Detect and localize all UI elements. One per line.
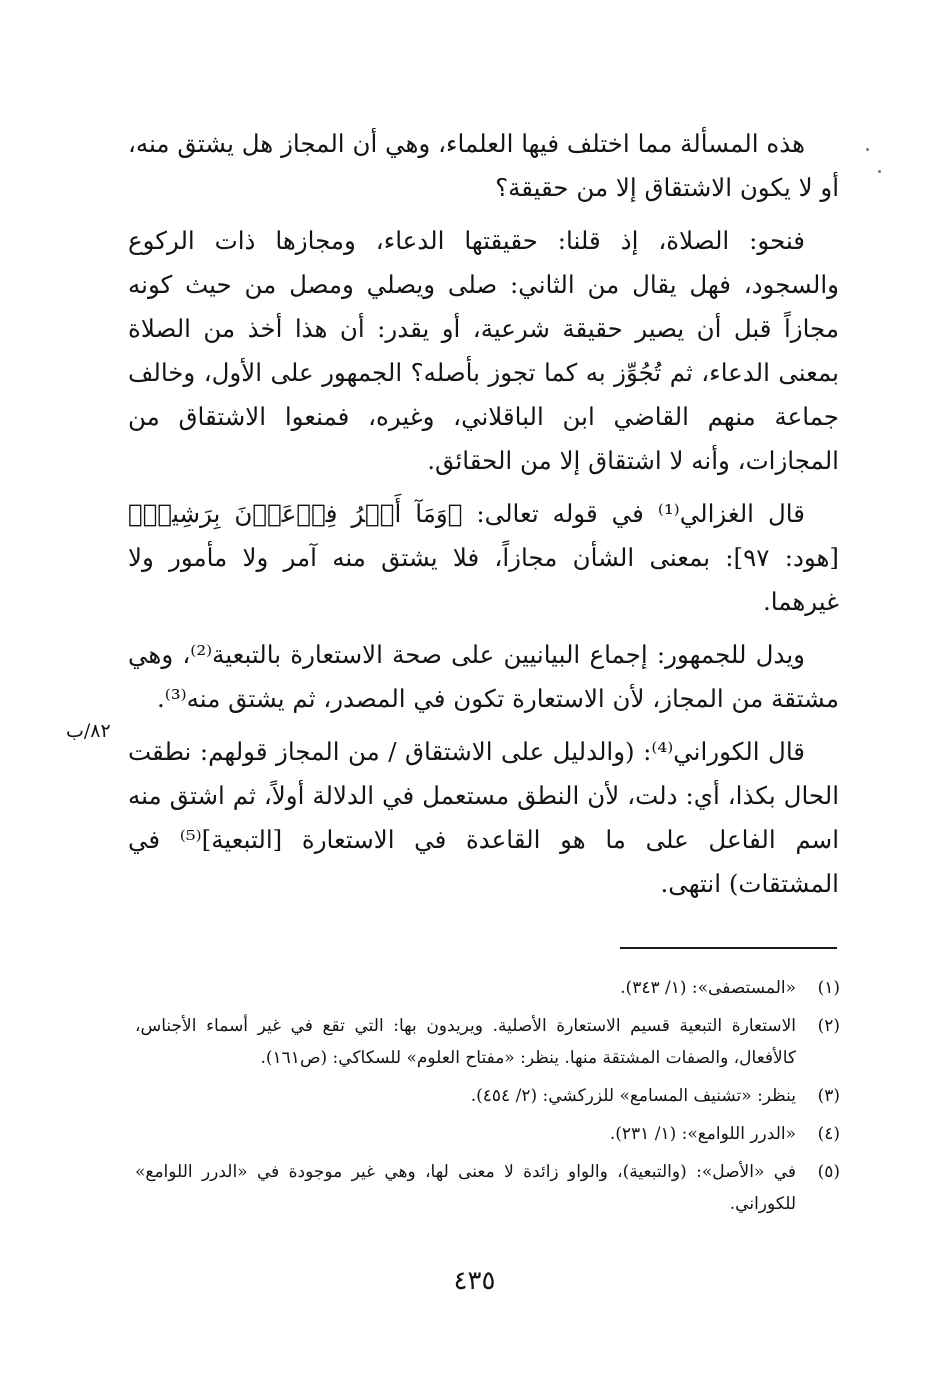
manuscript-folio-marker: ٨٢/ب (66, 720, 111, 742)
footnote-number: (٤) (817, 1124, 840, 1144)
footnote-text: في «الأصل»: (والتبعية)، والواو زائدة لا معنى لها، وهي غير موجودة في «الدرر اللوامع» للكوراني. (135, 1162, 796, 1214)
footnote-text: «المستصفى»: (١/ ٣٤٣). (620, 978, 796, 998)
footnote-text: ينظر: «تشنيف المسامع» للزركشي: (٢/ ٤٥٤). (470, 1086, 796, 1106)
footnote-2 (135, 1010, 840, 1074)
footnote-separator (620, 947, 837, 949)
footnote-5 (135, 1156, 840, 1220)
footnote-number: (٥) (817, 1162, 840, 1182)
footnote-text: الاستعارة التبعية قسيم الاستعارة الأصلية. ويريدون بها: التي تقع في غير أسماء الأجناس، كالأفعال، والصفات المشتقة منها. ينظر: «مفتاح العلوم» للسكاكي: (ص١٦١). (135, 1016, 796, 1068)
paragraph-3: قال الغزالي⁽¹⁾ في قوله تعالى: ﴿وَمَآ أَمۡرُ فِرۡعَوۡنَ بِرَشِيدٖ﴾ [هود: ٩٧]: بمعنى الشأن مجازاً، فلا يشتق منه آمر ولا مأمور ولا غيرهما. (128, 499, 839, 616)
footnote-number: (٢) (817, 1016, 840, 1036)
footnote-4 (135, 1118, 840, 1150)
paragraph-1: هذه المسألة مما اختلف فيها العلماء، وهي أن المجاز هل يشتق منه، أو لا يكون الاشتقاق إلا من حقيقة؟ (128, 129, 839, 202)
main-text (128, 122, 839, 915)
paragraph-2: فنحو: الصلاة، إذ قلنا: حقيقتها الدعاء، ومجازها ذات الركوع والسجود، فهل يقال من الثاني: صلى ويصلي ومصل من حيث كونه مجازاً قبل أن يصير حقيقة شرعية، أو يقدر: أن هذا أخذ من الصلاة بمعنى الدعاء، ثم تُجُوِّز به كما تجوز بأصله؟ الجمهور على الأول، وخالف جماعة منهم القاضي ابن الباقلاني، وغيره، فمنعوا الاشتقاق من المجازات، وأنه لا اشتقاق إلا من الحقائق. (128, 226, 839, 475)
footnote-number: (٣) (817, 1086, 840, 1106)
footnote-text: «الدرر اللوامع»: (١/ ٢٣١). (609, 1124, 796, 1144)
footnotes (135, 972, 840, 1226)
paragraph-5: قال الكوراني⁽⁴⁾: (والدليل على الاشتقاق / من المجاز قولهم: نطقت الحال بكذا، أي: دلت، لأن النطق مستعمل في الدلالة أولاً، ثم اشتق منه اسم الفاعل على ما هو القاعدة في الاستعارة [التبعية]⁽⁵⁾ في المشتقات) انتهى. (128, 737, 840, 898)
footnote-3 (135, 1080, 840, 1112)
scan-speck (878, 170, 881, 173)
footnote-1 (135, 972, 840, 1004)
paragraph-4: ويدل للجمهور: إجماع البيانيين على صحة الاستعارة بالتبعية⁽²⁾، وهي مشتقة من المجاز، لأن الاستعارة تكون في المصدر، ثم يشتق منه⁽³⁾. (128, 640, 839, 713)
footnote-number: (١) (817, 978, 840, 998)
page-number: ٤٣٥ (453, 1266, 496, 1296)
scan-speck (866, 148, 869, 151)
